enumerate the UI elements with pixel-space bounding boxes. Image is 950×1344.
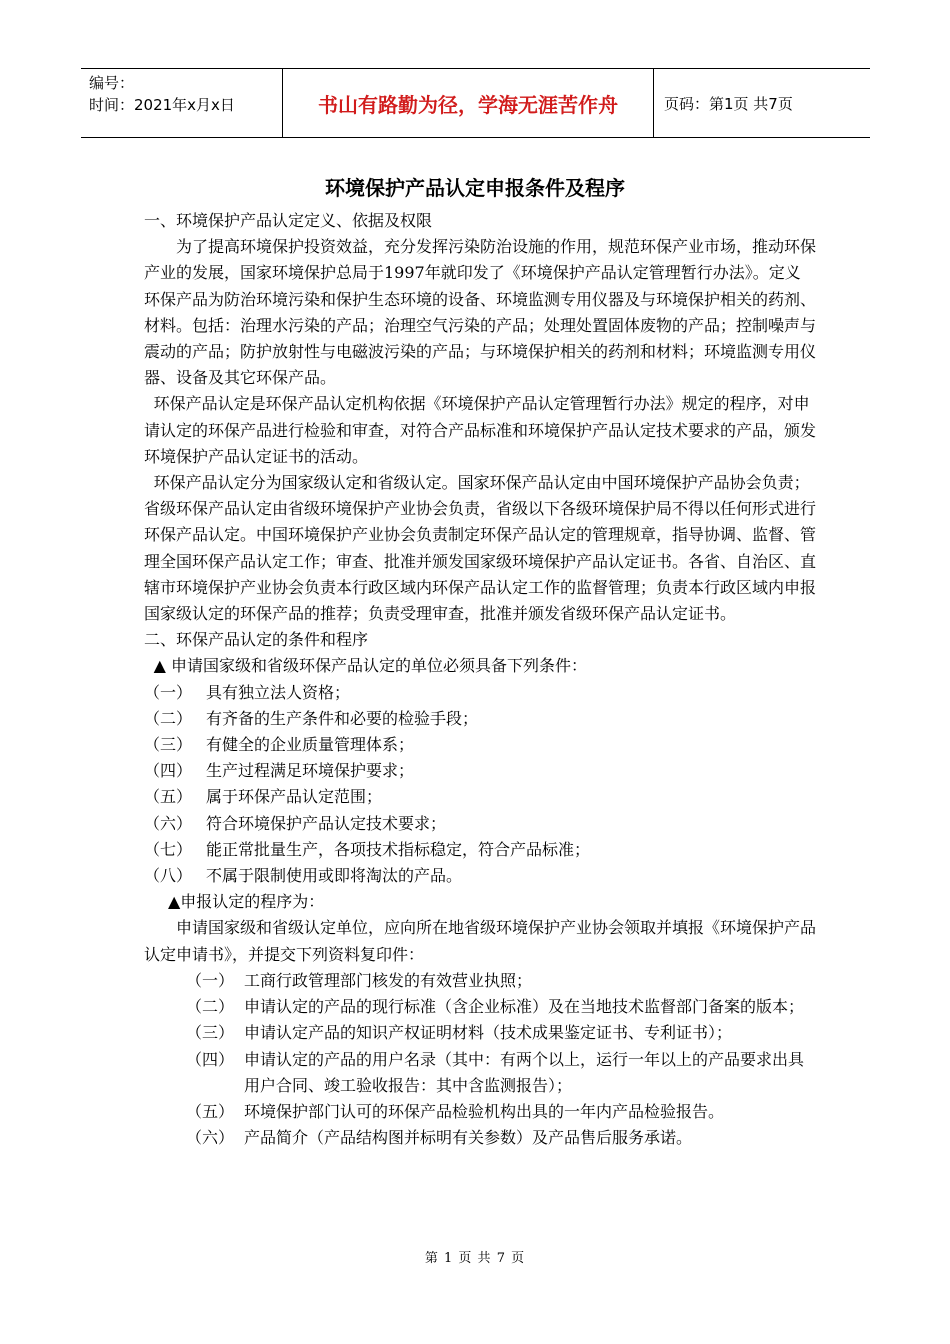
procedure-paragraph: 申请国家级和省级认定单位，应向所在地省级环境保护产业协会领取并填报《环境保护产品认定申请书》，并提交下列资料复印件： — [144, 918, 817, 964]
section1-heading: 一、环境保护产品认定定义、依据及权限 — [144, 211, 433, 230]
conditions-list — [144, 680, 816, 890]
list-item: （一） 具有独立法人资格； — [144, 682, 351, 702]
header-table — [81, 68, 870, 138]
section1-paragraph-2: 环保产品认定是环保产品认定机构依据《环境保护产品认定管理暂行办法》规定的程序，对申请认定的环保产品进行检验和审查，对符合产品标准和环境保护产品认定技术要求的产品，颁发环境保护产品认定证书的活动。 — [144, 394, 817, 466]
page-footer: 第 1 页 共 7 页 — [424, 1251, 526, 1266]
list-item: （三） 有健全的企业质量管理体系； — [144, 735, 415, 755]
document-title: 环境保护产品认定申报条件及程序 — [325, 176, 625, 200]
section2-heading: 二、环保产品认定的条件和程序 — [144, 630, 369, 650]
list-item: （五） 环境保护部门认可的环保产品检验机构出具的一年内产品检验报告。 — [186, 1101, 725, 1121]
number-label: 编号： — [89, 74, 135, 92]
procedure-intro: ▲申报认定的程序为： — [168, 892, 325, 912]
time-label: 时间：2021年x月x日 — [89, 96, 235, 114]
header-motto: 书山有路勤为径，学海无涯苦作舟 — [283, 69, 654, 137]
header-page-info: 页码：第1页 共7页 — [664, 94, 793, 113]
list-item: （一） 工商行政管理部门核发的有效营业执照； — [186, 970, 533, 990]
section1-paragraph-1: 为了提高环境保护投资效益，充分发挥污染防治设施的作用，规范环保产业市场，推动环保产业的发展，国家环境保护总局于1997年就印发了《环境保护产品认定管理暂行办法》。定义环保产品为防治环境污染和保护生态环境的设备、环境监测专用仪器及与环境保护相关的药剂、材料。包括：治理水污染的产品；治理空气污染的产品；处理处置固体废物的产品；控制噪声与震动的产品；防护放射性与电磁波污染的产品；与环境保护相关的药剂和材料；环境监测专用仪器、设备及其它环保产品。 — [144, 237, 817, 388]
list-item: （二） 申请认定的产品的现行标准（含企业标准）及在当地技术监督部门备案的版本； — [186, 997, 805, 1017]
materials-list — [186, 968, 816, 1151]
list-item: （四） 申请认定的产品的用户名录（其中：有两个以上，运行一年以上的产品要求出具用户合同、竣工验收报告：其中含监测报告）； — [186, 1049, 805, 1095]
list-item: （六） 符合环境保护产品认定技术要求； — [144, 813, 447, 833]
list-item: （五） 属于环保产品认定范围； — [144, 787, 383, 807]
section1-paragraph-3: 环保产品认定分为国家级认定和省级认定。国家环保产品认定由中国环境保护产品协会负责；省级环保产品认定由省级环境保护产业协会负责，省级以下各级环境保护局不得以任何形式进行环保产品认定。中国环境保护产业协会负责制定环保产品认定的管理规章，指导协调、监督、管理全国环保产品认定工作；审查、批准并颁发国家级环境保护产品认定证书。各省、自治区、直辖市环境保护产业协会负责本行政区域内环保产品认定工作的监督管理；负责本行政区域内申报国家级认定的环保产品的推荐；负责受理审查，批准并颁发省级环保产品认定证书。 — [144, 473, 817, 624]
list-item: （四） 生产过程满足环境保护要求； — [144, 761, 415, 781]
document-body — [144, 208, 816, 1151]
list-item: （二） 有齐备的生产条件和必要的检验手段； — [144, 708, 479, 728]
conditions-intro: ▲ 申请国家级和省级环保产品认定的单位必须具备下列条件： — [153, 656, 587, 676]
header-meta — [81, 69, 283, 137]
list-item: （六） 产品简介（产品结构图并标明有关参数）及产品售后服务承诺。 — [186, 1128, 693, 1148]
list-item: （八） 不属于限制使用或即将淘汰的产品。 — [144, 866, 463, 886]
list-item: （三） 申请认定产品的知识产权证明材料（技术成果鉴定证书、专利证书）； — [186, 1023, 733, 1043]
list-item: （七） 能正常批量生产，各项技术指标稳定，符合产品标准； — [144, 839, 591, 859]
